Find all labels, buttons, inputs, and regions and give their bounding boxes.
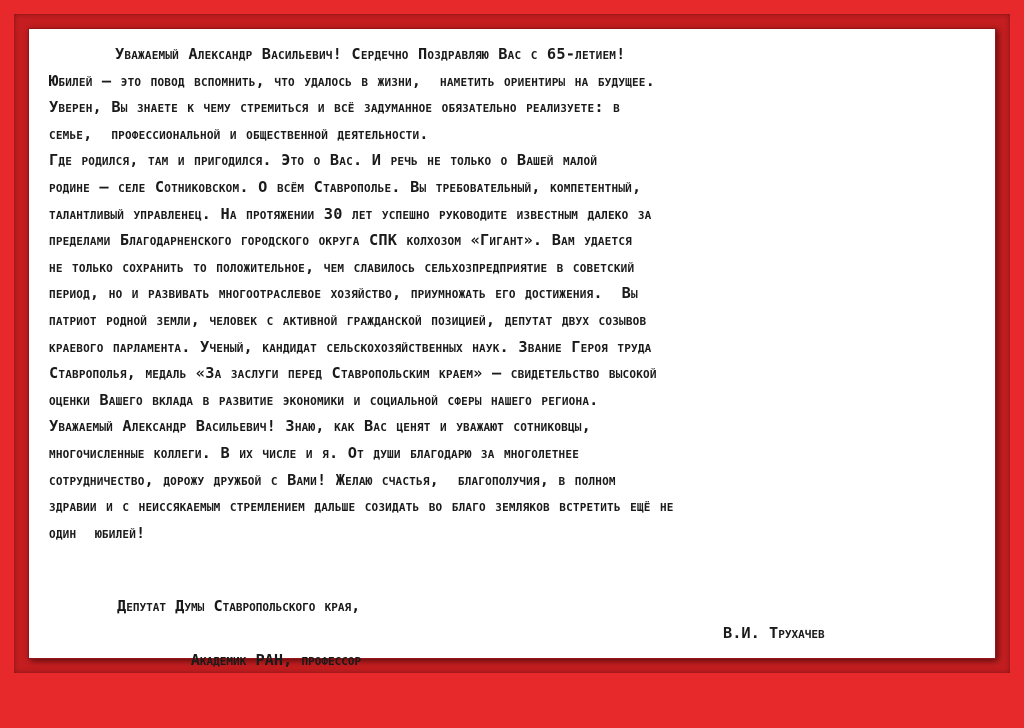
- letter-line: Уверен, Вы знаете к чему стремиться и всё задуманное обязательно реализуете: в: [49, 98, 620, 117]
- letter-line: Уважаемый Александр Васильевич! Сердечно Поздравляю Вас с 65-летием!: [115, 45, 626, 63]
- letter-line: семье, профессиональной и общественной деятельности.: [49, 124, 429, 143]
- letter-line: сотрудничество, дорожу дружбой с Вами! Желаю счастья, благополучия, в полном: [49, 470, 616, 489]
- letter-line: краевого парламента. Ученый, кандидат сельскохозяйственных наук. Звание Героя труда: [49, 337, 652, 356]
- letter-line: здравии и с неиссякаемым стремлением дальше созидать во благо земляков встретить ещё не: [49, 497, 674, 516]
- letter-line: период, но и развивать многоотраслевое хозяйство, приумножать его достижения. Вы: [49, 284, 638, 303]
- signature-name: В.И. Трухачев: [723, 624, 825, 642]
- letter-line: патриот родной земли, человек с активной гражданской позицией, депутат двух созывов: [49, 310, 647, 329]
- letter-line: оценки Вашего вклада в развитие экономики и социальной сферы нашего региона.: [49, 390, 599, 409]
- letter-sheet: [28, 28, 996, 669]
- signature-title-2: Академик РАН, профессор: [190, 651, 362, 669]
- signature-title-1: Депутат Думы Ставропольского края,: [117, 597, 361, 615]
- letter-line: Уважаемый Александр Васильевич! Знаю, как Вас ценят и уважают сотниковцы,: [49, 417, 592, 436]
- letter-line: родине — селе Сотниковском. О всём Ставрополье. Вы требовательный, компетентный,: [49, 177, 642, 196]
- signature-row: [117, 620, 977, 669]
- letter-line: многочисленные коллеги. В их числе и я. От души благодарю за многолетнее: [49, 443, 580, 462]
- letter-line: пределами Благодарненского городского округа СПК колхозом «Гигант». Вам удается: [49, 231, 632, 250]
- letter-body: [49, 41, 989, 546]
- letter-line: Юбилей — это повод вспомнить, что удалось в жизни, наметить ориентиры на будущее.: [49, 71, 656, 90]
- letter-line: не только сохранить то положительное, чем славилось сельхозпредприятие в советский: [49, 257, 635, 276]
- signature-block: [117, 593, 977, 669]
- letter-line: один юбилей!: [49, 523, 146, 542]
- letter-line: Ставрополья, медаль «За заслуги перед Ставропольским краем» — свидетельство высокой: [49, 364, 657, 383]
- letter-line: талантливый управленец. На протяжении 30 лет успешно руководите известным далеко за: [49, 204, 652, 223]
- letter-line: Где родился, там и пригодился. Это о Вас. И речь не только о Вашей малой: [49, 151, 598, 170]
